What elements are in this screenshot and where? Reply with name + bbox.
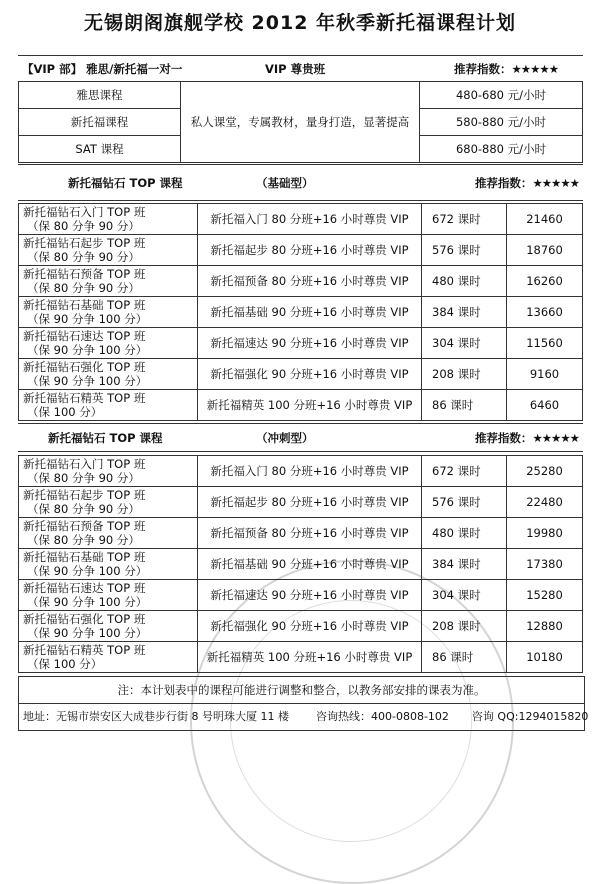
course-name: 新托福钻石起步 TOP 班 [23,488,146,502]
course-row [19,456,583,487]
course-row [19,611,583,642]
course-description: 新托福精英 100 分班+16 小时尊贵 VIP [198,390,422,421]
course-name: 新托福钻石强化 TOP 班 [23,612,146,626]
course-name: 新托福钻石精英 TOP 班 [23,391,146,405]
course-row [19,487,583,518]
basic-rating [410,165,583,201]
vip-row [19,82,583,109]
sprint-header-mid: （冲刺型） [252,424,390,452]
course-row [19,235,583,266]
course-hours: 480 课时 [422,518,507,549]
course-description: 新托福预备 80 分班+16 小时尊贵 VIP [198,518,422,549]
course-description: 新托福基础 90 分班+16 小时尊贵 VIP [198,297,422,328]
course-goal: （保 80 分争 90 分） [27,471,140,485]
course-price: 17380 [507,549,583,580]
course-name-cell [19,266,198,297]
course-name: 新托福钻石速达 TOP 班 [23,581,146,595]
course-hours: 384 课时 [422,549,507,580]
footer [18,676,589,731]
rating-stars-icon: ★★★★★ [511,61,559,76]
basic-header-left: 新托福钻石 TOP 课程 [18,165,252,201]
course-hours: 304 课时 [422,328,507,359]
course-name: 新托福钻石预备 TOP 班 [23,267,146,281]
course-hours: 672 课时 [422,204,507,235]
rating-label: 推荐指数： [474,175,533,190]
course-goal: （保 100 分） [27,405,103,419]
course-goal: （保 90 分争 100 分） [27,595,148,609]
course-hours: 304 课时 [422,580,507,611]
course-goal: （保 90 分争 100 分） [27,343,148,357]
course-description: 新托福精英 100 分班+16 小时尊贵 VIP [198,642,422,673]
course-name-cell [19,642,198,673]
course-hours: 576 课时 [422,235,507,266]
vip-header-mid: VIP 尊贵班 [261,56,429,82]
course-hours: 672 课时 [422,456,507,487]
vip-course-price: 580-880 元/小时 [420,109,583,136]
sprint-courses-table [18,455,583,673]
footer-qq: 咨询 QQ:1294015820 [471,710,589,723]
course-goal: （保 80 分争 90 分） [27,533,140,547]
vip-course-name: 雅思课程 [19,82,181,109]
course-hours: 480 课时 [422,266,507,297]
course-name: 新托福钻石入门 TOP 班 [23,205,146,219]
course-price: 21460 [507,204,583,235]
sprint-header-left: 新托福钻石 TOP 课程 [18,424,252,452]
course-description: 新托福速达 90 分班+16 小时尊贵 VIP [198,580,422,611]
course-name: 新托福钻石起步 TOP 班 [23,236,146,250]
course-name: 新托福钻石基础 TOP 班 [23,550,146,564]
course-row [19,204,583,235]
rating-label: 推荐指数： [453,61,512,76]
course-name-cell [19,518,198,549]
course-row [19,549,583,580]
footer-hotline: 咨询热线：400-0808-102 [315,710,449,723]
rating-label: 推荐指数： [474,430,533,445]
course-price: 6460 [507,390,583,421]
course-price: 12880 [507,611,583,642]
vip-header-row [18,56,583,82]
sprint-rating [390,424,583,452]
footer-note: 注：本计划表中的课程可能进行调整和整合，以教务部安排的课表为准。 [19,677,584,704]
course-goal: （保 80 分争 90 分） [27,250,140,264]
course-description: 新托福速达 90 分班+16 小时尊贵 VIP [198,328,422,359]
course-row [19,518,583,549]
course-goal: （保 80 分争 90 分） [27,502,140,516]
basic-header-mid: （基础型） [252,165,410,201]
course-price: 10180 [507,642,583,673]
course-description: 新托福入门 80 分班+16 小时尊贵 VIP [198,456,422,487]
course-name-cell [19,390,198,421]
course-description: 新托福基础 90 分班+16 小时尊贵 VIP [198,549,422,580]
vip-course-name: 新托福课程 [19,109,181,136]
vip-header-left: 【VIP 部】 雅思/新托福一对一 [18,56,261,82]
course-row [19,359,583,390]
course-name-cell [19,235,198,266]
course-name-cell [19,297,198,328]
vip-courses-table [18,81,583,163]
sprint-table [18,423,583,452]
footer-contact [19,704,589,730]
course-hours: 208 课时 [422,359,507,390]
course-hours: 86 课时 [422,390,507,421]
course-hours: 576 课时 [422,487,507,518]
sprint-header-row [18,424,583,452]
course-name: 新托福钻石精英 TOP 班 [23,643,146,657]
course-price: 25280 [507,456,583,487]
course-description: 新托福入门 80 分班+16 小时尊贵 VIP [198,204,422,235]
basic-table [18,164,583,201]
course-price: 15280 [507,580,583,611]
basic-header-row [18,165,583,201]
vip-course-price: 480-680 元/小时 [420,82,583,109]
course-price: 13660 [507,297,583,328]
rating-stars-icon: ★★★★★ [532,175,579,190]
course-goal: （保 90 分争 100 分） [27,626,148,640]
vip-course-price: 680-880 元/小时 [420,136,583,163]
course-hours: 86 课时 [422,642,507,673]
course-hours: 208 课时 [422,611,507,642]
course-description: 新托福强化 90 分班+16 小时尊贵 VIP [198,611,422,642]
vip-course-name: SAT 课程 [19,136,181,163]
course-row [19,580,583,611]
course-name-cell [19,580,198,611]
vip-rating [429,56,583,82]
course-goal: （保 90 分争 100 分） [27,374,148,388]
course-name: 新托福钻石预备 TOP 班 [23,519,146,533]
page-title: 无锡朗阁旗舰学校 2012 年秋季新托福课程计划 [83,12,517,34]
course-name: 新托福钻石基础 TOP 班 [23,298,146,312]
vip-table [18,55,583,82]
course-goal: （保 90 分争 100 分） [27,564,148,578]
course-row [19,266,583,297]
course-hours: 384 课时 [422,297,507,328]
course-name-cell [19,204,198,235]
course-name-cell [19,611,198,642]
course-name-cell [19,359,198,390]
course-name: 新托福钻石速达 TOP 班 [23,329,146,343]
course-row [19,390,583,421]
course-row [19,297,583,328]
course-name: 新托福钻石强化 TOP 班 [23,360,146,374]
basic-courses-table [18,203,583,421]
course-row [19,328,583,359]
course-name-cell [19,456,198,487]
vip-description: 私人课堂，专属教材，量身打造，显著提高 [181,82,420,163]
course-name-cell [19,487,198,518]
course-description: 新托福强化 90 分班+16 小时尊贵 VIP [198,359,422,390]
course-name-cell [19,328,198,359]
course-price: 16260 [507,266,583,297]
course-price: 22480 [507,487,583,518]
course-description: 新托福起步 80 分班+16 小时尊贵 VIP [198,235,422,266]
course-description: 新托福预备 80 分班+16 小时尊贵 VIP [198,266,422,297]
course-goal: （保 100 分） [27,657,103,671]
rating-stars-icon: ★★★★★ [532,430,579,445]
footer-address: 地址：无锡市崇安区大成巷步行街 8 号明珠大厦 11 楼 [23,710,289,723]
course-description: 新托福起步 80 分班+16 小时尊贵 VIP [198,487,422,518]
course-goal: （保 90 分争 100 分） [27,312,148,326]
course-name-cell [19,549,198,580]
course-goal: （保 80 分争 90 分） [27,219,140,233]
course-row [19,642,583,673]
course-price: 19980 [507,518,583,549]
course-price: 9160 [507,359,583,390]
course-price: 11560 [507,328,583,359]
course-name: 新托福钻石入门 TOP 班 [23,457,146,471]
course-goal: （保 80 分争 90 分） [27,281,140,295]
course-price: 18760 [507,235,583,266]
